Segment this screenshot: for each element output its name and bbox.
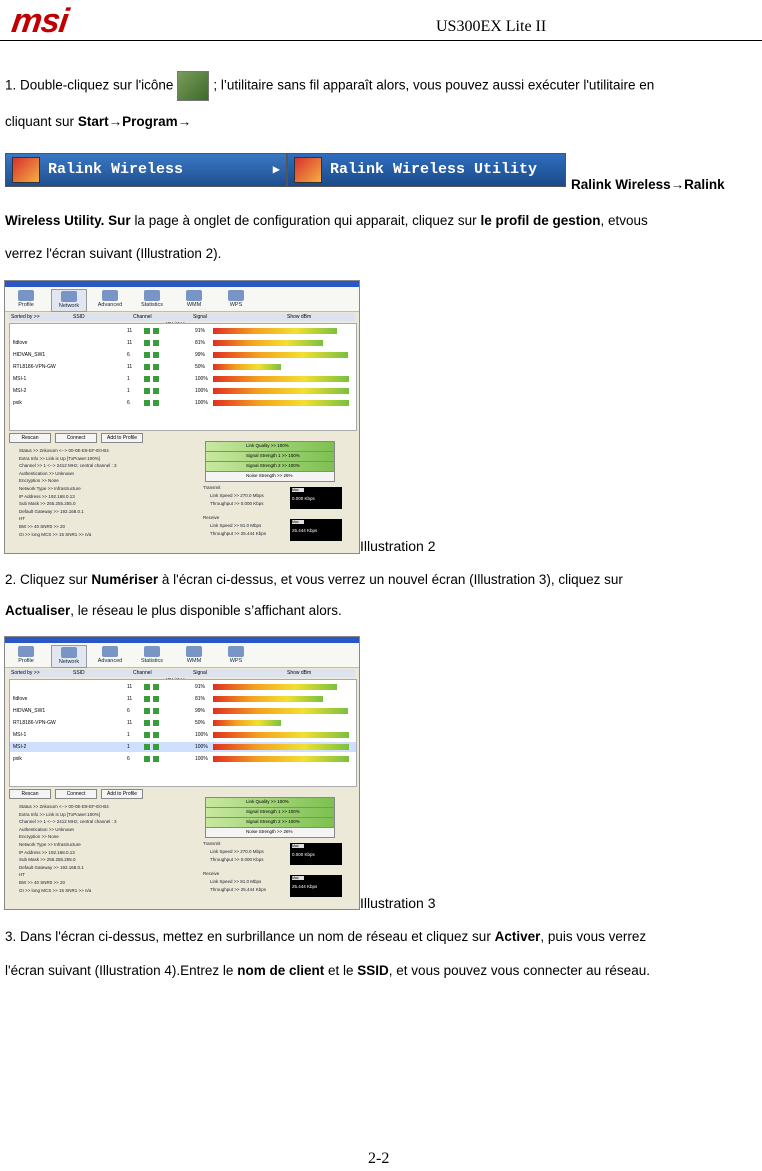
ap-channel: 11: [127, 340, 133, 346]
tx-throughput: Throughput >> 0.000 Kbps: [210, 857, 264, 862]
sort-label: Sorted by >>: [11, 314, 40, 320]
illustration-2-screenshot: [4, 280, 360, 554]
utility-tab-label: Statistics: [140, 658, 163, 664]
sort-ssid-option: SSID: [73, 314, 85, 320]
ralink-icon: [12, 157, 40, 183]
rx-link-speed: Link Speed >> 81.0 Mbps: [210, 879, 262, 884]
ap-list-row: [10, 350, 356, 360]
status-line: Default Gateway >> 192.168.0.1: [19, 508, 84, 514]
ap-signal-percent: 100%: [195, 400, 208, 406]
sort-ssid-option: SSID: [73, 670, 85, 676]
ap-mode-icon: [153, 732, 159, 738]
ap-security-icon: [144, 376, 150, 382]
graph-max-label: Max: [292, 488, 304, 492]
ap-list-row: [10, 398, 356, 408]
ap-ssid: RTL8186-VPN-GW: [13, 720, 56, 726]
ap-security-icon: [144, 352, 150, 358]
step3-line1: 3. Dans l'écran ci-dessus, mettez en surbrillance un nom de réseau et cliquez sur Activer, puis vous verrez: [5, 929, 647, 944]
advanced-icon: [102, 646, 118, 657]
graph-value: 25.444 Kbps: [292, 528, 318, 533]
utility-tab-wps: [219, 645, 253, 666]
ap-signal-percent: 50%: [195, 720, 206, 726]
show-dbm-checkbox: Show dBm: [287, 670, 312, 676]
utility-tab-label: Network: [58, 303, 80, 309]
utility-tab-label: WPS: [229, 302, 243, 308]
ap-list-row: [10, 326, 356, 336]
quality-label: Signal Strength 2 >> 100%: [246, 819, 300, 824]
ap-signal-bar: [213, 340, 323, 346]
status-line: Network Type >> Infrastructure: [19, 842, 81, 847]
status-info: [9, 447, 199, 547]
ap-channel: 6: [127, 352, 130, 358]
graph-value: 0.000 Kbps: [292, 852, 315, 857]
step2-line2: Actualiser, le réseau le plus disponible s’affichant alors.: [5, 603, 342, 618]
sort-channel-option: Channel: [133, 670, 152, 676]
ap-security-icon: [144, 696, 150, 702]
quality-label: Link Quality >> 100%: [246, 799, 289, 804]
step1-line3: Ralink Wireless→Ralink: [571, 177, 725, 192]
ap-signal-bar: [213, 696, 323, 702]
quality-label: Noise Strength >> 26%: [246, 829, 293, 834]
ap-mode-icon: [153, 756, 159, 762]
ap-list: [9, 323, 357, 431]
utility-tab-label: WMM: [186, 658, 202, 664]
sort-signal-option: Signal: [193, 670, 207, 676]
ap-mode-icon: [153, 400, 159, 406]
ap-security-icon: [144, 732, 150, 738]
statistics-icon: [144, 290, 160, 301]
network-icon: [61, 291, 77, 302]
graph-value: 25.444 Kbps: [292, 884, 318, 889]
rx-link-speed: Link Speed >> 81.0 Mbps: [210, 523, 262, 528]
tx-link-speed: Link Speed >> 270.0 Mbps: [210, 849, 264, 854]
ap-signal-percent: 81%: [195, 340, 206, 346]
ap-list-row: [10, 706, 356, 716]
ap-security-icon: [144, 328, 150, 334]
ap-list-row: [10, 754, 356, 764]
step1-line5: verrez l'écran suivant (Illustration 2).: [5, 246, 222, 261]
wmm-icon: [186, 646, 202, 657]
ap-signal-percent: 100%: [195, 756, 208, 762]
status-line: Channel >> 1 <--> 2412 MHz; central channel : 3: [19, 463, 117, 469]
ap-channel: 1: [127, 744, 130, 750]
ap-channel: 1: [127, 388, 130, 394]
transmit-label: Transmit: [203, 841, 221, 846]
ap-signal-percent: 100%: [195, 744, 208, 750]
ap-signal-percent: 99%: [195, 352, 206, 358]
utility-tab-advanced: [93, 289, 127, 310]
utility-tab-advanced: [93, 645, 127, 666]
ap-list-row: [10, 742, 356, 752]
status-line: Sub Mask >> 255.255.255.0: [19, 501, 76, 507]
utility-tab-network: [51, 645, 87, 668]
ap-security-icon: [144, 340, 150, 346]
profile-icon: [18, 290, 34, 301]
signal-quality: [205, 797, 351, 837]
ap-mode-icon: [153, 328, 159, 334]
wps-icon: [228, 290, 244, 301]
status-info: [9, 803, 199, 903]
rx-throughput-graph: [290, 519, 342, 541]
step3-line2: l'écran suivant (Illustration 4).Entrez le nom de client et le SSID, et vous pouvez vous connecter au réseau.: [5, 963, 650, 978]
ap-list-row: [10, 362, 356, 372]
header-divider: [0, 40, 762, 41]
step2-line1: 2. Cliquez sur Numériser à l'écran ci-dessus, et vous verrez un nouvel écran (Illustration 3), cliquez sur: [5, 572, 623, 587]
utility-tab-label: Network: [58, 659, 80, 665]
ap-channel: 1: [127, 376, 130, 382]
utility-tab-label: WMM: [186, 302, 202, 308]
ap-list: [9, 679, 357, 787]
ap-signal-percent: 81%: [195, 696, 206, 702]
ap-mode-icon: [153, 376, 159, 382]
status-line: HT: [19, 516, 25, 522]
ap-channel: 6: [127, 708, 130, 714]
tx-throughput-graph: [290, 843, 342, 865]
status-line: Encryption >> None: [19, 478, 59, 484]
ap-list-row: [10, 682, 356, 692]
ap-ssid: MSI-1: [13, 376, 27, 382]
ap-list-row: [10, 694, 356, 704]
sort-label: Sorted by >>: [11, 670, 40, 676]
quality-label: Noise Strength >> 26%: [246, 473, 293, 478]
rescan-button: Rescan: [9, 789, 51, 799]
ap-ssid: MSI-2: [13, 744, 27, 750]
ap-channel: 6: [127, 400, 130, 406]
utility-tab-network: [51, 289, 87, 312]
tx-throughput-graph: [290, 487, 342, 509]
utility-tab-label: Profile: [18, 302, 34, 308]
status-line: BW >> 40 SNR0 >> 20: [19, 880, 66, 885]
ap-ssid: HIDVAN_SW1: [13, 352, 46, 358]
tx-throughput: Throughput >> 0.000 Kbps: [210, 501, 264, 506]
quality-label: Signal Strength 1 >> 100%: [246, 453, 300, 458]
illustration-3-screenshot: [4, 636, 360, 910]
quality-bar: [205, 471, 335, 482]
advanced-icon: [102, 290, 118, 301]
receive-label: Receive: [203, 515, 220, 520]
ralink-utility-icon: [294, 157, 322, 183]
utility-tabbar: [5, 287, 359, 312]
utility-tab-statistics: [135, 645, 169, 666]
submenu-arrow-icon: ▶: [272, 163, 280, 177]
status-line: Sub Mask >> 255.255.255.0: [19, 857, 76, 863]
network-icon: [61, 647, 77, 658]
utility-tab-profile: [9, 289, 43, 310]
illustration-3-caption: Illustration 3: [360, 895, 436, 911]
ap-signal-bar: [213, 732, 349, 738]
utility-tab-wmm: [177, 645, 211, 666]
status-line: IP Address >> 192.168.0.13: [19, 849, 75, 855]
show-dbm-checkbox: Show dBm: [287, 314, 312, 320]
ap-ssid: HIDVAN_SW1: [13, 708, 46, 714]
ap-list-row: [10, 338, 356, 348]
ap-signal-bar: [213, 684, 337, 690]
ap-channel: 11: [127, 684, 133, 690]
wmm-icon: [186, 290, 202, 301]
graph-max-label: Max: [292, 520, 304, 524]
ap-mode-icon: [153, 352, 159, 358]
ap-channel: 11: [127, 696, 133, 702]
product-name: US300EX Lite II: [436, 18, 547, 35]
ap-channel: 1: [127, 732, 130, 738]
ap-channel: 11: [127, 364, 133, 370]
status-line: GI >> long MCS >> 15 SNR1 >> n/a: [19, 887, 92, 893]
ap-list-row: [10, 718, 356, 728]
step1-line2: cliquant sur Start→Program→: [5, 114, 192, 129]
wps-icon: [228, 646, 244, 657]
tx-link-speed: Link Speed >> 270.0 Mbps: [210, 493, 264, 498]
ap-signal-bar: [213, 376, 349, 382]
ap-channel: 11: [127, 720, 133, 726]
ap-ssid: fidlove: [13, 696, 28, 702]
rx-throughput-graph: [290, 875, 342, 897]
ap-signal-bar: [213, 388, 349, 394]
utility-tab-label: WPS: [229, 658, 243, 664]
ap-list-row: [10, 386, 356, 396]
status-line: Channel >> 1 <--> 2412 MHz; central channel : 3: [19, 819, 117, 825]
connect-button: Connect: [55, 789, 97, 799]
quality-label: Signal Strength 2 >> 100%: [246, 463, 300, 468]
status-line: IP Address >> 192.168.0.13: [19, 493, 75, 499]
add-to-profile-button: Add to Profile: [101, 789, 143, 799]
graph-value: 0.000 Kbps: [292, 496, 315, 501]
page-number: 2-2: [368, 1150, 390, 1167]
ap-signal-bar: [213, 744, 349, 750]
ap-signal-percent: 50%: [195, 364, 206, 370]
status-line: BW >> 40 SNR0 >> 20: [19, 524, 66, 529]
ap-channel: 6: [127, 756, 130, 762]
ap-list-row: [10, 730, 356, 740]
transmit-label: Transmit: [203, 485, 221, 490]
ap-mode-icon: [153, 708, 159, 714]
ap-mode-icon: [153, 388, 159, 394]
ap-signal-percent: 91%: [195, 684, 206, 690]
ap-signal-percent: 99%: [195, 708, 206, 714]
step1-line1: 1. Double-cliquez sur l'icône ; l’utilitaire sans fil apparaît alors, vous pouvez aussi exécuter l'utilitaire en: [5, 71, 654, 101]
utility-tab-profile: [9, 645, 43, 666]
ap-mode-icon: [153, 684, 159, 690]
quality-label: Link Quality >> 100%: [246, 443, 289, 448]
ap-security-icon: [144, 400, 150, 406]
ap-ssid: MSI-2: [13, 388, 27, 394]
utility-tab-label: Profile: [18, 658, 34, 664]
ap-signal-percent: 100%: [195, 732, 208, 738]
ap-signal-bar: [213, 364, 281, 370]
status-line: Extra Info >> Link is Up [TxPower:100%]: [19, 811, 101, 817]
utility-tab-label: Advanced: [97, 658, 123, 664]
ap-channel: 11: [127, 328, 133, 334]
connect-button: Connect: [55, 433, 97, 443]
ap-security-icon: [144, 720, 150, 726]
status-line: Status >> 2nkosom <--> 00-0E-E8-EF-E0-B4: [19, 448, 109, 453]
utility-tab-wmm: [177, 289, 211, 310]
ap-list-row: [10, 374, 356, 384]
ap-signal-bar: [213, 352, 348, 358]
utility-tab-wps: [219, 289, 253, 310]
ap-mode-icon: [153, 720, 159, 726]
ap-mode-icon: [153, 364, 159, 370]
status-line: Authentication >> Unknown: [19, 826, 75, 832]
graph-max-label: Max: [292, 876, 304, 880]
ralink-wireless-menu-item: Ralink Wireless ▶: [5, 153, 287, 187]
status-line: Extra Info >> Link is Up [TxPower:100%]: [19, 455, 101, 461]
ralink-wireless-utility-menu-item: Ralink Wireless Utility: [287, 153, 566, 187]
receive-label: Receive: [203, 871, 220, 876]
utility-tab-statistics: [135, 289, 169, 310]
msi-logo: msi: [9, 2, 71, 40]
rescan-button: Rescan: [9, 433, 51, 443]
sort-channel-option: Channel: [133, 314, 152, 320]
ap-security-icon: [144, 388, 150, 394]
utility-tabbar: [5, 643, 359, 668]
quality-bar: [205, 827, 335, 838]
ap-signal-bar: [213, 400, 349, 406]
status-line: HT: [19, 872, 25, 878]
ap-signal-percent: 91%: [195, 328, 206, 334]
sort-bar: [9, 669, 355, 677]
utility-tab-label: Statistics: [140, 302, 163, 308]
ap-signal-bar: [213, 708, 348, 714]
step1-line4: Wireless Utility. Sur la page à onglet de configuration qui apparait, cliquez sur le profil de gestion, etvous: [5, 213, 648, 228]
sort-signal-option: Signal: [193, 314, 207, 320]
ap-ssid: pxik: [13, 400, 22, 406]
rx-throughput: Throughput >> 25.444 Kbps: [210, 887, 267, 892]
status-line: Status >> 2nkosom <--> 00-0E-E8-EF-E0-B4: [19, 804, 109, 809]
statistics-icon: [144, 646, 160, 657]
ap-security-icon: [144, 684, 150, 690]
ap-security-icon: [144, 756, 150, 762]
status-line: Authentication >> Unknown: [19, 470, 75, 476]
signal-quality: [205, 441, 351, 481]
ap-ssid: MSI-1: [13, 732, 27, 738]
ap-ssid: RTL8186-VPN-GW: [13, 364, 56, 370]
ap-signal-bar: [213, 720, 281, 726]
illustration-2-caption: Illustration 2: [360, 538, 436, 554]
graph-max-label: Max: [292, 844, 304, 848]
ap-mode-icon: [153, 744, 159, 750]
ap-security-icon: [144, 364, 150, 370]
profile-icon: [18, 646, 34, 657]
add-to-profile-button: Add to Profile: [101, 433, 143, 443]
status-line: Encryption >> None: [19, 834, 59, 840]
ap-signal-bar: [213, 756, 349, 762]
ap-security-icon: [144, 708, 150, 714]
status-line: Network Type >> Infrastructure: [19, 486, 81, 491]
ap-mode-icon: [153, 696, 159, 702]
wireless-utility-icon: [177, 71, 209, 101]
ap-signal-bar: [213, 328, 337, 334]
utility-tab-label: Advanced: [97, 302, 123, 308]
quality-label: Signal Strength 1 >> 100%: [246, 809, 300, 814]
sort-bar: [9, 313, 355, 321]
status-line: Default Gateway >> 192.168.0.1: [19, 864, 84, 870]
ap-mode-icon: [153, 340, 159, 346]
ap-security-icon: [144, 744, 150, 750]
ap-ssid: fidlove: [13, 340, 28, 346]
ap-signal-percent: 100%: [195, 388, 208, 394]
ap-ssid: pxik: [13, 756, 22, 762]
ap-signal-percent: 100%: [195, 376, 208, 382]
rx-throughput: Throughput >> 25.444 Kbps: [210, 531, 267, 536]
status-line: GI >> long MCS >> 15 SNR1 >> n/a: [19, 531, 92, 537]
